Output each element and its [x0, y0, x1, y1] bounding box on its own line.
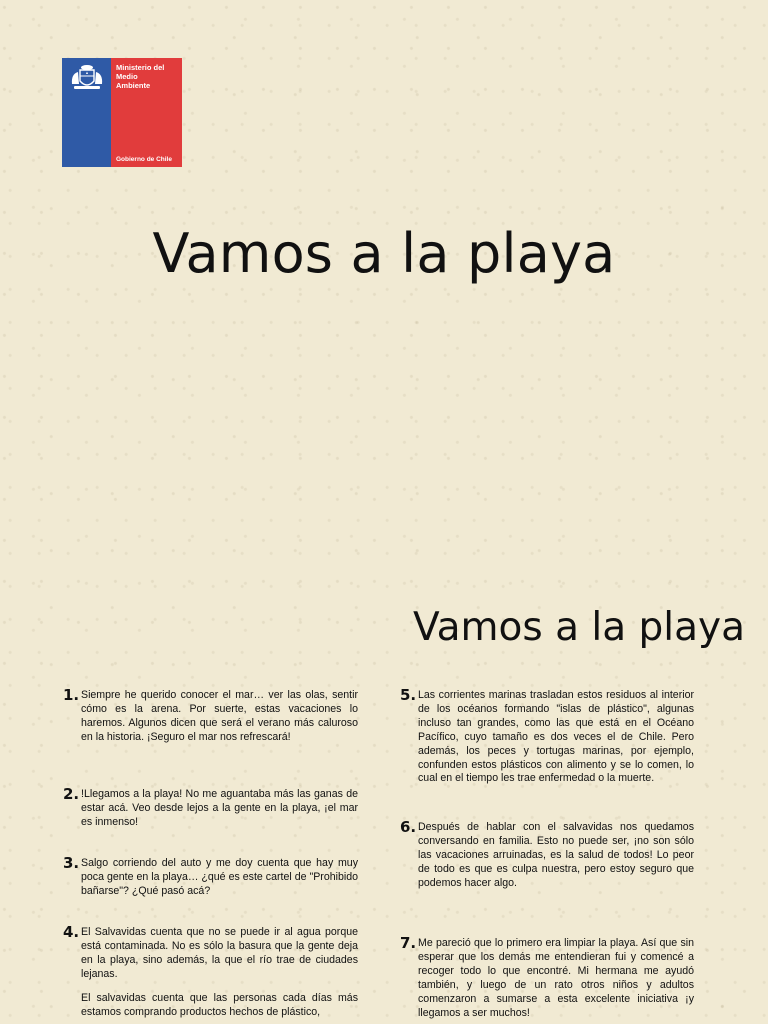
coat-of-arms-icon — [69, 64, 105, 94]
item-number: 2. — [63, 785, 80, 803]
story-item — [418, 689, 694, 786]
item-text: Me pareció que lo primero era limpiar la playa. Así que sin esperar que los demás me entendieran fui y comencé a recoger todo lo que encontré. Mi hermana me ayudó también, y luego de un rato otros niños y adultos comenzaron a sumarse a esta excelente iniciativa ¡y llegamos a ser muchos! — [418, 937, 694, 1019]
government-label: Gobierno de Chile — [116, 156, 172, 163]
item-text: Siempre he querido conocer el mar… ver las olas, sentir cómo es la arena. Por suerte, estas vacaciones lo haremos. Algunos dicen que será el verano más caluroso en la historia. ¡Seguro el mar nos refrescará! — [81, 689, 358, 743]
item-number: 7. — [400, 934, 417, 952]
logo-blue-panel — [62, 58, 111, 167]
story-item — [418, 821, 694, 891]
ministry-name — [116, 63, 164, 90]
story-item — [81, 926, 358, 1019]
ministry-name-line: Medio — [116, 72, 138, 81]
item-text: Después de hablar con el salvavidas nos quedamos conversando en familia. Esto no puede ser, ¡no son sólo las vacaciones arruinadas, es la salud de todos! Lo peor de todo es que es culpa nuestra, pero estoy seguro que podemos hacer algo. — [418, 821, 694, 889]
item-number: 1. — [63, 686, 80, 704]
story-item — [81, 788, 358, 830]
story-item — [81, 689, 358, 745]
item-text: El Salvavidas cuenta que no se puede ir al agua porque está contaminada. No es sólo la basura que la gente deja en la playa, sino además, la que el río trae de ciudades lejanas. — [81, 926, 358, 980]
item-text: Salgo corriendo del auto y me doy cuenta que hay muy poca gente en la playa… ¿qué es este cartel de "Prohibido bañarse"? ¿Qué pasó acá? — [81, 857, 358, 897]
item-number: 5. — [400, 686, 417, 704]
item-number: 4. — [63, 923, 80, 941]
story-item — [418, 937, 694, 1020]
item-text: Las corrientes marinas trasladan estos residuos al interior de los océanos formando "islas de plástico", algunas incluso tan grandes, como las que está en el Océano Pacífico, cuyo tamaño es dos veces el de Chile. Pero además, los peces y tortugas marinas, por ejemplo, confunden estos plásticos con alimento y se lo comen, lo cual en el tiempo les trae enfermedad o la muerte. — [418, 689, 694, 785]
slide-title: Vamos a la playa — [152, 222, 616, 285]
ministry-name-line: Ministerio del — [116, 63, 165, 72]
ministry-name-line: Ambiente — [116, 81, 151, 90]
story-slide — [0, 585, 768, 1024]
item-number: 3. — [63, 854, 80, 872]
story-item — [81, 857, 358, 899]
slide-title: Vamos a la playa — [413, 605, 746, 650]
item-text: !Llegamos a la playa! No me aguantaba más las ganas de estar acá. Veo desde lejos a la gente en la playa, ¡el mar es inmenso! — [81, 788, 358, 828]
logo-red-panel — [111, 58, 182, 167]
ministry-logo — [62, 58, 182, 167]
item-number: 6. — [400, 818, 417, 836]
item-text: El salvavidas cuenta que las personas cada días más estamos comprando productos hechos de plástico, — [81, 991, 358, 1018]
